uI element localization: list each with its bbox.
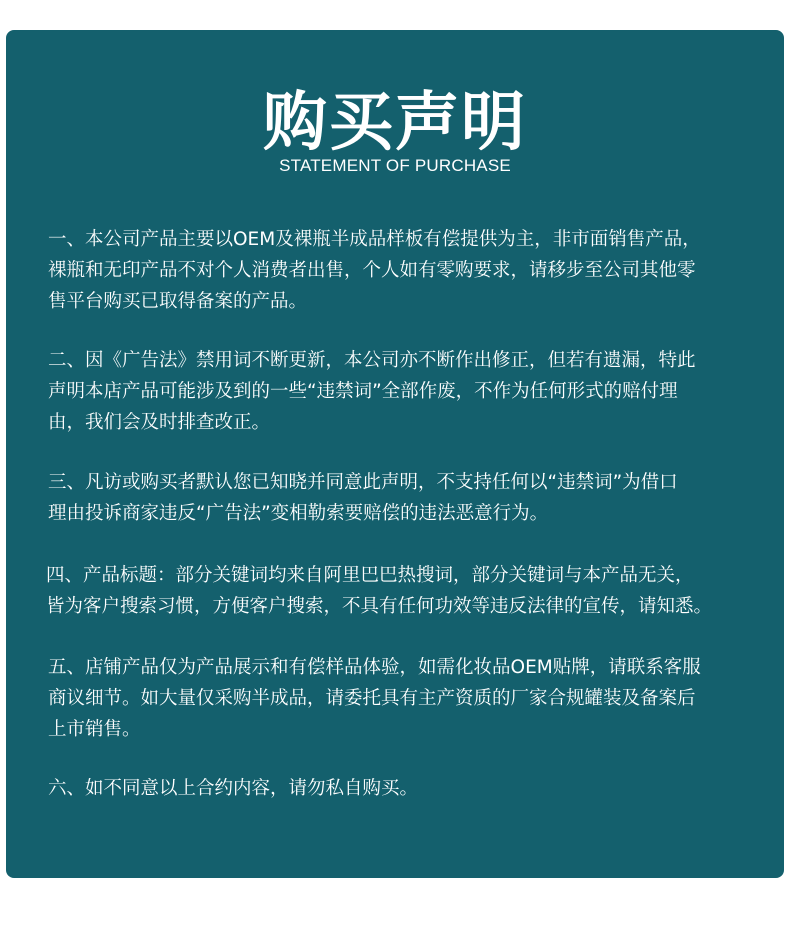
statement-paragraph-3 (48, 467, 778, 529)
page-title: 购买声明 (263, 86, 527, 160)
paragraph-line: 售平台购买已取得备案的产品。 (48, 291, 308, 312)
paragraph-line: 二、因《广告法》禁用词不断更新，本公司亦不断作出修正，但若有遗漏，特此 (48, 350, 696, 371)
paragraph-line: 五、店铺产品仅为产品展示和有偿样品体验，如需化妆品OEM贴牌，请联系客服 (48, 657, 701, 678)
statement-paragraph-4 (46, 560, 776, 622)
paragraph-line: 商议细节。如大量仅采购半成品，请委托具有主产资质的厂家合规罐装及备案后 (48, 688, 696, 709)
page-subtitle: STATEMENT OF PURCHASE (279, 156, 511, 175)
paragraph-line: 声明本店产品可能涉及到的一些“违禁词”全部作废，不作为任何形式的赔付理 (48, 381, 678, 402)
paragraph-line: 四、产品标题：部分关键词均来自阿里巴巴热搜词，部分关键词与本产品无关， (46, 565, 694, 586)
paragraph-line: 理由投诉商家违反“广告法”变相勒索要赔偿的违法恶意行为。 (48, 503, 549, 524)
paragraph-line: 由，我们会及时排查改正。 (48, 412, 271, 433)
paragraph-line: 一、本公司产品主要以OEM及裸瓶半成品样板有偿提供为主，非市面销售产品， (48, 229, 701, 250)
paragraph-line: 三、凡访或购买者默认您已知晓并同意此声明，不支持任何以“违禁词”为借口 (48, 472, 678, 493)
statement-paragraph-5 (48, 652, 778, 745)
paragraph-line: 上市销售。 (48, 719, 141, 740)
paragraph-line: 六、如不同意以上合约内容，请勿私自购买。 (48, 778, 419, 799)
statement-paragraph-6 (48, 773, 778, 804)
paragraph-line: 皆为客户搜索习惯，方便客户搜索，不具有任何功效等违反法律的宣传，请知悉。 (46, 596, 713, 617)
statement-paragraph-2 (48, 345, 778, 438)
paragraph-line: 裸瓶和无印产品不对个人消费者出售，个人如有零购要求，请移步至公司其他零 (48, 260, 696, 281)
statement-panel (6, 30, 784, 878)
statement-paragraph-1 (48, 224, 778, 317)
